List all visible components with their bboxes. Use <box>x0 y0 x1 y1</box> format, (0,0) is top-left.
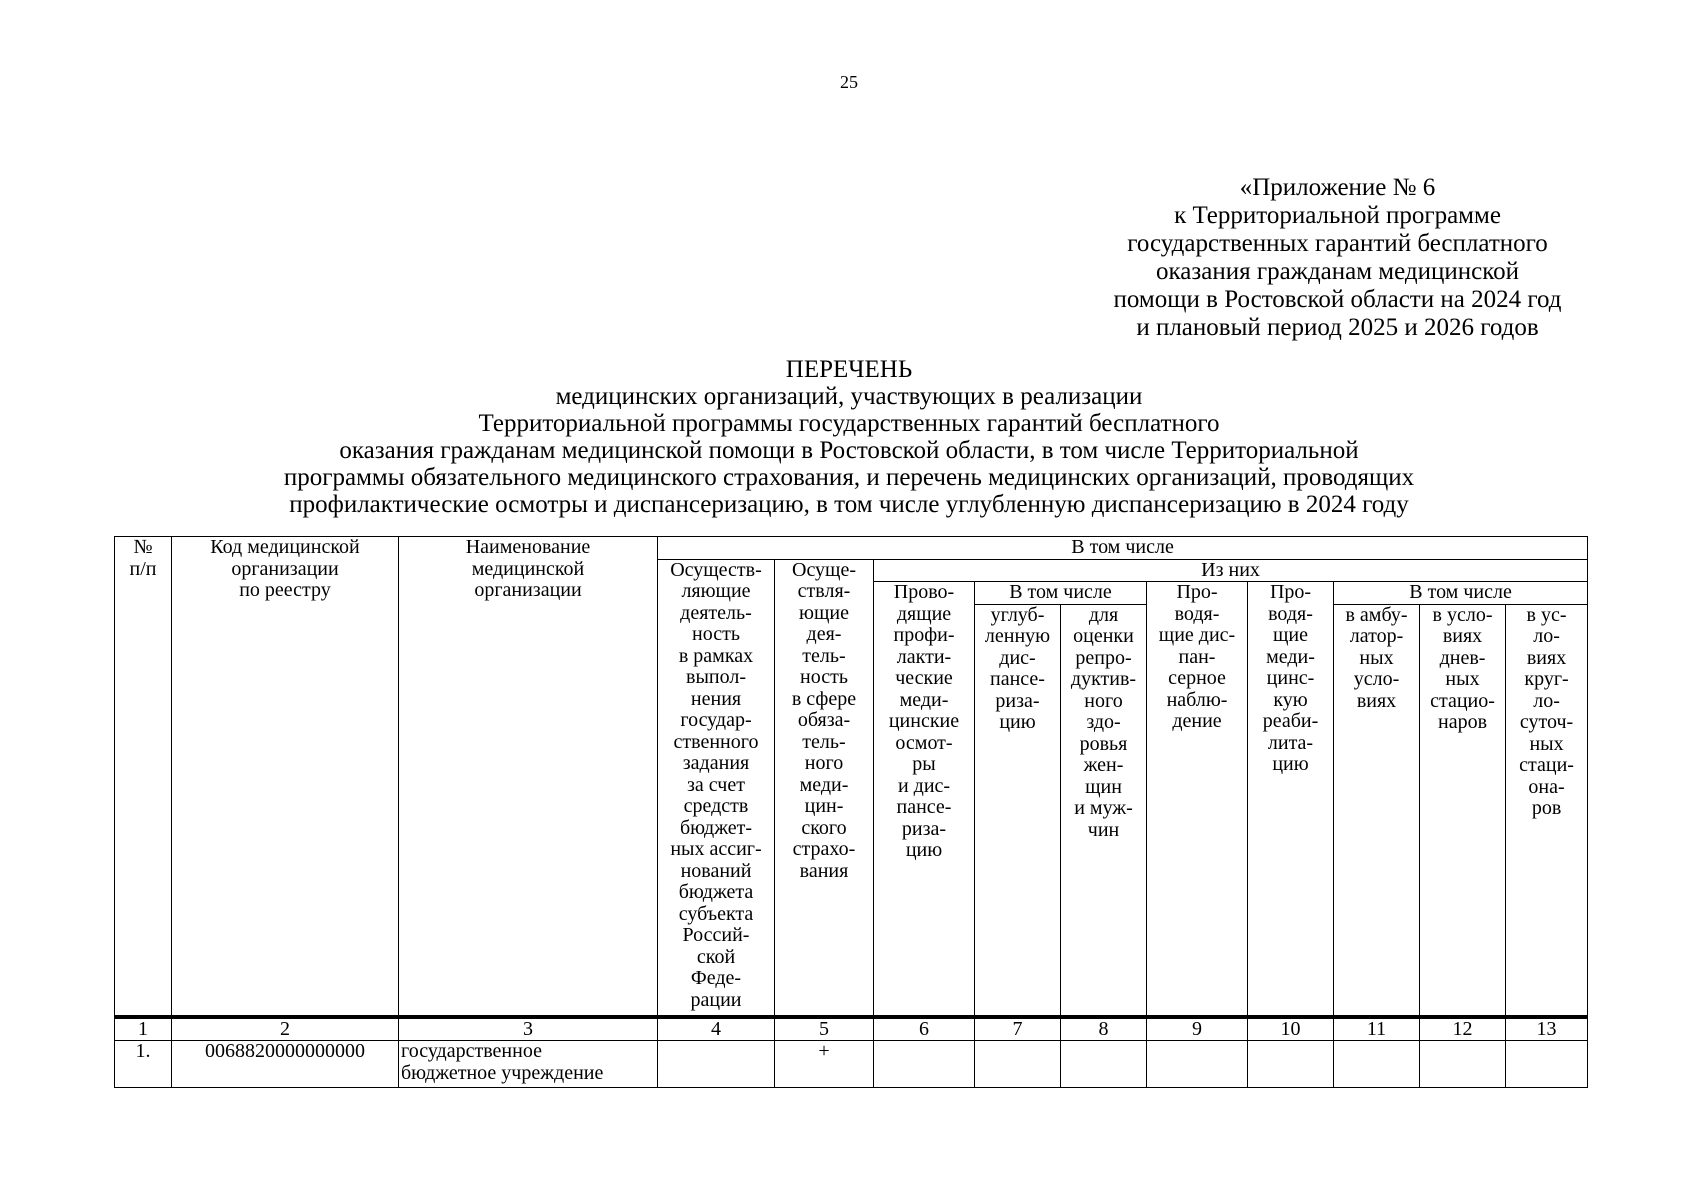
page-number: 25 <box>840 72 858 92</box>
appendix-line: помощи в Ростовской области на 2024 год <box>1113 286 1562 313</box>
column-number: 12 <box>1420 1017 1506 1041</box>
header-compulsory-insurance: Осуще- ствля- ющие дея- тель- ность в сфере обяза- тель- ного меди- цин- ского страхо- вания <box>775 559 874 1017</box>
column-number: 4 <box>658 1017 775 1041</box>
column-number: 11 <box>1334 1017 1420 1041</box>
appendix-caption <box>1075 174 1600 342</box>
day-hospital-cell <box>1420 1041 1506 1088</box>
registry-code: 0068820000000000 <box>172 1041 399 1088</box>
header-outpatient: в амбу- латор- ных усло- виях <box>1334 604 1420 1017</box>
header-organization-name: Наименование медицинской организации <box>399 537 658 1017</box>
document-title <box>80 356 1618 518</box>
header-rehabilitation: Про- водя- щие меди- цинс- кую реаби- лита- цию <box>1248 582 1334 1017</box>
header-in-depth-dispensarization: углуб- ленную дис- пансе- риза- цию <box>975 604 1061 1017</box>
outpatient-cell <box>1334 1041 1420 1088</box>
column-number: 10 <box>1248 1017 1334 1041</box>
column-number: 3 <box>399 1017 658 1041</box>
header-round-the-clock-hospital: в ус- ло- виях круг- ло- суточ- ных стаци- она- ров <box>1506 604 1588 1017</box>
column-number-row <box>115 1017 1588 1041</box>
column-number: 6 <box>874 1017 975 1041</box>
column-number: 8 <box>1061 1017 1147 1041</box>
state-assignment-cell <box>658 1041 775 1088</box>
appendix-line: государственных гарантий бесплатного <box>1127 230 1548 257</box>
preventive-exams-cell <box>874 1041 975 1088</box>
in-depth-dispensarization-cell <box>975 1041 1061 1088</box>
title-heading: ПЕРЕЧЕНЬ <box>785 356 913 383</box>
header-reproductive-health: для оценки репро- дуктив- ного здо- ровья жен- щин и муж- чин <box>1061 604 1147 1017</box>
title-line: Территориальной программы государственных гарантий бесплатного <box>478 410 1220 437</box>
header-registry-code: Код медицинской организации по реестру <box>172 537 399 1017</box>
header-state-assignment: Осуществ- ляющие деятель- ность в рамках выпол- нения государ- ственного задания за счет средств бюджет- ных ассиг- нований бюджета субъекта Россий- ской Феде- рации <box>658 559 775 1017</box>
title-line: медицинских организаций, участвующих в реализации <box>555 383 1143 410</box>
title-line: оказания гражданам медицинской помощи в Ростовской области, в том числе Территориальной <box>339 437 1359 464</box>
dispensary-observation-cell <box>1147 1041 1248 1088</box>
appendix-line: к Территориальной программе <box>1174 202 1501 229</box>
appendix-line: оказания гражданам медицинской <box>1155 258 1519 285</box>
header-number: № п/п <box>115 537 172 1017</box>
column-number: 9 <box>1147 1017 1248 1041</box>
rehabilitation-cell <box>1248 1041 1334 1088</box>
table-row <box>115 1041 1588 1088</box>
column-number: 7 <box>975 1017 1061 1041</box>
appendix-line: и плановый период 2025 и 2026 годов <box>1136 314 1539 341</box>
title-line: профилактические осмотры и диспансеризацию, в том числе углубленную диспансеризацию в 2024 году <box>289 491 1409 518</box>
compulsory-insurance-cell: + <box>775 1041 874 1088</box>
header-day-hospital: в усло- виях днев- ных стацио- наров <box>1420 604 1506 1017</box>
column-number: 5 <box>775 1017 874 1041</box>
organization-name: государственное бюджетное учреждение <box>399 1041 658 1088</box>
column-number: 1 <box>115 1017 172 1041</box>
header-in-that-number-2: В том числе <box>975 582 1147 605</box>
appendix-line: «Приложение № 6 <box>1239 174 1436 201</box>
column-number: 2 <box>172 1017 399 1041</box>
organizations-table <box>114 536 1588 1088</box>
header-dispensary-observation: Про- водя- щие дис- пан- серное наблю- дение <box>1147 582 1248 1017</box>
title-line: программы обязательного медицинского страхования, и перечень медицинских организаций, проводящих <box>283 464 1415 491</box>
row-number: 1. <box>115 1041 172 1088</box>
header-in-that-number: В том числе <box>658 537 1588 560</box>
round-the-clock-hospital-cell <box>1506 1041 1588 1088</box>
header-of-them: Из них <box>874 559 1588 582</box>
column-number: 13 <box>1506 1017 1588 1041</box>
header-preventive-exams: Прово- дящие профи- лакти- ческие меди- цинские осмот- ры и дис- пансе- риза- цию <box>874 582 975 1017</box>
header-in-that-number-3: В том числе <box>1334 582 1588 605</box>
reproductive-health-cell <box>1061 1041 1147 1088</box>
